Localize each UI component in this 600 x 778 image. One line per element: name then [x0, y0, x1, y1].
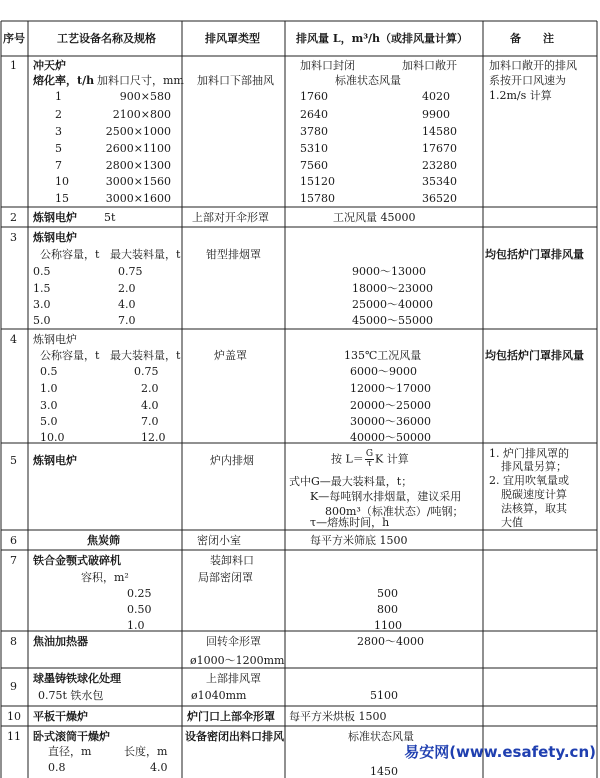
row1-closed: 15780: [300, 192, 335, 205]
row8-hood-b: ø1000～1200mm: [190, 654, 285, 667]
row2-no: 2: [10, 211, 17, 224]
row4-capacity: 5.0: [40, 415, 58, 428]
row4-max-load: 7.0: [141, 415, 159, 428]
row3-remark: 均包括炉门罩排风量: [485, 248, 584, 261]
row5-remark-1: 1. 炉门排风罩的: [489, 447, 569, 460]
row6-name: 焦炭筛: [87, 534, 120, 547]
row7-title: 铁合金颚式破碎机: [33, 554, 121, 567]
row7-volume: 1.0: [127, 619, 145, 632]
row5-formula-post: K 计算: [375, 452, 409, 466]
row1-std-label: 标准状态风量: [335, 74, 401, 87]
row3-flow: 18000～23000: [352, 282, 433, 295]
row7-no: 7: [10, 554, 17, 567]
row4-sub-b: 最大装料量，t: [110, 349, 181, 362]
row3-max-load: 7.0: [118, 314, 136, 327]
row9-flow: 5100: [370, 689, 398, 702]
row1-no: 1: [10, 59, 17, 72]
row5-line-3: 800m³（标准状态）/吨钢；: [325, 505, 464, 518]
row1-closed: 15120: [300, 175, 335, 188]
row10-flow: 每平方米烘板 1500: [289, 710, 387, 723]
row1-size: 2800×1300: [105, 159, 171, 172]
row7-hood-a: 装卸料口: [210, 554, 254, 567]
header-hood: 排风罩类型: [205, 32, 260, 45]
row1-closed: 2640: [300, 108, 328, 121]
row1-size: 2600×1100: [105, 142, 171, 155]
row4-max-load: 4.0: [141, 399, 159, 412]
row5-formula-pre: 按 L＝: [331, 452, 364, 466]
row6-hood: 密闭小室: [197, 534, 241, 547]
row4-capacity: 3.0: [40, 399, 58, 412]
row7-volume: 0.50: [127, 603, 152, 616]
row1-rate: 15: [55, 192, 69, 205]
row4-flow: 40000～50000: [350, 431, 431, 444]
watermark-text: 易安网(www.esafety.cn): [404, 743, 596, 761]
row3-capacity: 3.0: [33, 298, 51, 311]
row1-size: 2500×1000: [105, 125, 171, 138]
row4-flow: 6000～9000: [350, 365, 417, 378]
row9-hood-b: ø1040mm: [191, 689, 247, 702]
row1-flow-closed-label: 加料口封闭: [300, 59, 355, 72]
row1-closed: 1760: [300, 90, 328, 103]
row1-size: 2100×800: [112, 108, 171, 121]
row1-closed: 5310: [300, 142, 328, 155]
row1-rate: 5: [55, 142, 62, 155]
row7-volume: 0.25: [127, 587, 152, 600]
row5-formula-numerator: G: [365, 449, 374, 459]
row2-hood: 上部对开伞形罩: [192, 211, 269, 224]
row10-name: 平板干燥炉: [33, 710, 88, 723]
row5-formula-fraction: [365, 450, 374, 469]
row4-hood: 炉盖罩: [214, 349, 247, 362]
row11-sub-a: 直径，m: [48, 745, 92, 758]
row10-hood: 炉门口上部伞形罩: [187, 710, 275, 723]
row2-name: 炼钢电炉: [33, 211, 77, 224]
header-no: 序号: [3, 32, 25, 45]
row1-sub-rate: 熔化率，t/h: [33, 74, 95, 87]
row5-remark-4: 脱碳速度计算: [501, 488, 567, 501]
row1-closed: 7560: [300, 159, 328, 172]
row1-closed: 3780: [300, 125, 328, 138]
row11-std-label: 标准状态风量: [348, 730, 414, 743]
row6-flow: 每平方米筛底 1500: [310, 534, 408, 547]
row3-capacity: 0.5: [33, 265, 51, 278]
row1-sub-size: 加料口尺寸，mm: [97, 74, 184, 87]
row7-flow: 1100: [374, 619, 402, 632]
header-name: 工艺设备名称及规格: [57, 32, 156, 45]
row9-hood-a: 上部排风罩: [206, 672, 261, 685]
row1-open: 14580: [422, 125, 457, 138]
row4-max-load: 12.0: [141, 431, 166, 444]
row1-open: 9900: [422, 108, 450, 121]
row1-size: 3000×1560: [105, 175, 171, 188]
row7-flow: 500: [377, 587, 398, 600]
row11-flow: 1450: [370, 765, 398, 778]
row11-length: 4.0: [150, 761, 168, 774]
row4-title: 炼钢电炉: [33, 333, 77, 346]
row11-diameter: 0.8: [48, 761, 66, 774]
row4-max-load: 2.0: [141, 382, 159, 395]
row1-size: 3000×1600: [105, 192, 171, 205]
row5-line-1: 式中G—最大装料量，t；: [289, 475, 413, 488]
row11-title: 卧式滚筒干燥炉: [33, 730, 110, 743]
row4-capacity: 1.0: [40, 382, 58, 395]
row1-open: 4020: [422, 90, 450, 103]
row4-capacity: 10.0: [40, 431, 65, 444]
row3-hood: 钳型排烟罩: [206, 248, 261, 261]
row5-no: 5: [10, 454, 17, 467]
row9-name2: 0.75t 铁水包: [38, 689, 104, 702]
row5-remark-5: 法核算，取其: [501, 502, 567, 515]
row1-open: 23280: [422, 159, 457, 172]
header-flow: 排风量 L，m³/h（或排风量计算）: [296, 32, 469, 45]
row2-flow: 工况风量 45000: [333, 211, 416, 224]
row1-rate: 2: [55, 108, 62, 121]
row1-open: 17670: [422, 142, 457, 155]
row7-hood-b: 局部密闭罩: [198, 571, 253, 584]
row11-hood: 设备密闭出料口排风: [185, 730, 284, 743]
row3-flow: 25000～40000: [352, 298, 433, 311]
row4-remark: 均包括炉门罩排风量: [485, 349, 584, 362]
row3-max-load: 4.0: [118, 298, 136, 311]
row3-sub-a: 公称容量，t: [40, 248, 100, 261]
row4-flow: 20000～25000: [350, 399, 431, 412]
header-remark: 备 注: [510, 32, 554, 45]
row9-name: 球墨铸铁球化处理: [33, 672, 121, 685]
row4-no: 4: [10, 333, 17, 346]
row8-no: 8: [10, 635, 17, 648]
row7-sub: 容积，m²: [81, 571, 129, 584]
row3-flow: 9000～13000: [352, 265, 426, 278]
row3-no: 3: [10, 231, 17, 244]
row1-rate: 1: [55, 90, 62, 103]
row1-size: 900×580: [119, 90, 171, 103]
row1-rate: 3: [55, 125, 62, 138]
row1-hood: 加料口下部抽风: [197, 74, 274, 87]
row1-flow-open-label: 加料口敞开: [402, 59, 457, 72]
row1-remark-1: 加料口敞开的排风: [489, 59, 577, 72]
row1-open: 36520: [422, 192, 457, 205]
row5-formula-denominator: τ: [366, 459, 372, 469]
row5-line-4: τ—熔炼时间，h: [310, 516, 390, 529]
row3-max-load: 2.0: [118, 282, 136, 295]
row11-sub-b: 长度，m: [124, 745, 168, 758]
row3-capacity: 1.5: [33, 282, 51, 295]
row5-line-2: K—每吨钢水排烟量，建议采用: [310, 490, 462, 503]
row7-flow: 800: [377, 603, 398, 616]
row3-flow: 45000～55000: [352, 314, 433, 327]
row1-title: 冲天炉: [33, 59, 66, 72]
row10-no: 10: [7, 710, 21, 723]
row9-no: 9: [10, 680, 17, 693]
row2-capacity: 5t: [104, 211, 116, 224]
row3-sub-b: 最大装料量，t: [110, 248, 181, 261]
row11-no: 11: [7, 730, 21, 743]
row4-capacity: 0.5: [40, 365, 58, 378]
row4-flow: 12000～17000: [350, 382, 431, 395]
row8-name: 焦油加热器: [33, 635, 88, 648]
row5-remark-2: 排风量另算；: [501, 460, 567, 473]
row6-no: 6: [10, 534, 17, 547]
row8-flow: 2800～4000: [357, 635, 424, 648]
row3-title: 炼钢电炉: [33, 231, 77, 244]
row5-remark-3: 2. 宜用吹氧量或: [489, 474, 569, 487]
row5-name: 炼钢电炉: [33, 454, 77, 467]
row4-sub-a: 公称容量，t: [40, 349, 100, 362]
row8-hood-a: 回转伞形罩: [206, 635, 261, 648]
row5-formula: [331, 450, 409, 469]
row1-remark-3: 1.2m/s 计算: [489, 89, 552, 102]
row4-flow-head: 135℃工况风量: [344, 349, 422, 362]
row5-hood: 炉内排烟: [210, 454, 254, 467]
row4-max-load: 0.75: [134, 365, 159, 378]
row1-open: 35340: [422, 175, 457, 188]
row1-remark-2: 系按开口风速为: [489, 74, 566, 87]
row1-rate: 7: [55, 159, 62, 172]
row1-rate: 10: [55, 175, 69, 188]
row3-capacity: 5.0: [33, 314, 51, 327]
row3-max-load: 0.75: [118, 265, 143, 278]
row4-flow: 30000～36000: [350, 415, 431, 428]
row5-remark-6: 大值: [501, 516, 523, 529]
